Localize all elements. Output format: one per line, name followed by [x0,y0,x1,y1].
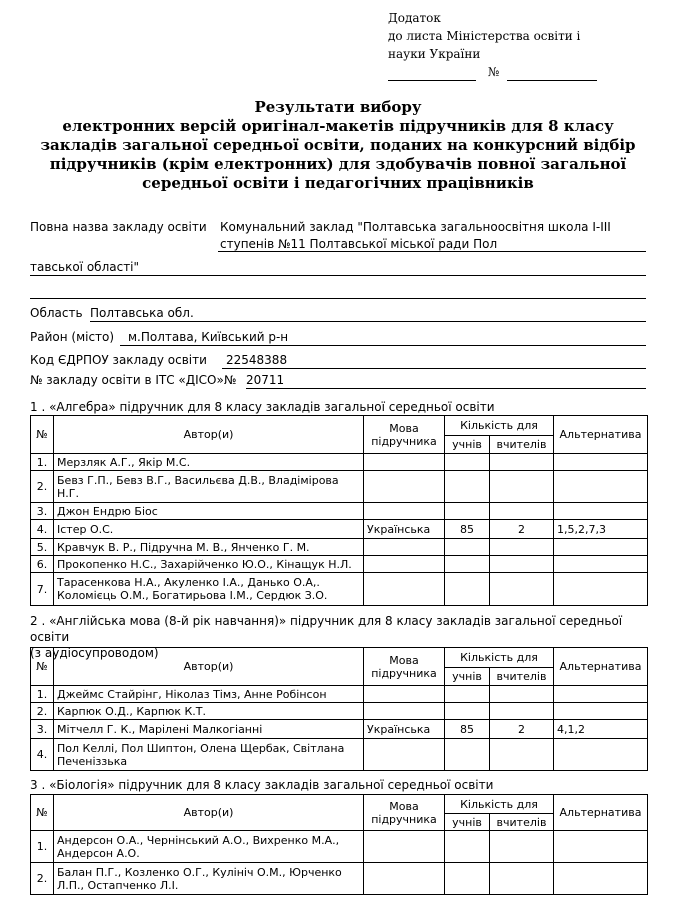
appendix-line-2: до листа Міністерства освіти і [388,29,581,43]
section-3-heading: 3 . «Біологія» підручник для 8 класу закладів загальної середньої освіти [30,778,494,792]
table-row: 7. Тарасенкова Н.А., Акуленко І.А., Данько О.А,. Коломієць О.М., Богатирьова І.М., Сердюк З.О. [31,573,648,606]
number-sign: № [487,65,500,79]
full-name-value-3: тавської області" [30,260,140,274]
header-author: Автор(и) [54,795,364,831]
table-row: 3. Джон Ендрю Біос [31,503,648,520]
its-value: 20711 [246,372,646,389]
title-line-4: підручників (крім електронних) для здобувачів повної загальної [49,155,627,173]
title-line-2: електронних версій оригінал-макетів підручників для 8 класу [62,117,614,135]
region-value: Полтавська обл. [90,305,646,322]
header-students: учнів [445,814,490,831]
underline [30,275,646,276]
header-lang: Мова підручника [364,648,445,686]
header-author: Автор(и) [54,648,364,686]
header-author: Автор(и) [54,416,364,454]
table-row: 4. Істер О.С. Українська 85 2 1,5,2,7,3 [31,520,648,539]
section-1-table [30,415,648,606]
table-row: 1. Мерзляк А.Г., Якір М.С. [31,454,648,471]
section-3-table [30,794,648,895]
appendix-signature-row [388,63,597,81]
table-row: 1. Джеймс Стайрінг, Ніколаз Тімз, Анне Робінсон [31,686,648,703]
header-lang: Мова підручника [364,795,445,831]
table-row: 2. Балан П.Г., Козленко О.Г., Кулініч О.М., Юрченко Л.П., Остапченко Л.І. [31,863,648,895]
full-name-value-2: ступенів №11 Полтавської міської ради Пол [220,237,498,251]
header-students: учнів [445,668,490,686]
appendix-line-1: Додаток [388,11,441,25]
header-teachers: вчителів [490,436,554,454]
section-2-table [30,647,648,771]
header-qty: Кількість для [445,416,554,436]
header-students: учнів [445,436,490,454]
table-row: 2. Бевз Г.П., Бевз В.Г., Васильєва Д.В., Владімірова Н.Г. [31,471,648,503]
header-alt: Альтернатива [554,416,648,454]
header-lang: Мова підручника [364,416,445,454]
section-1-heading: 1 . «Алгебра» підручник для 8 класу закладів загальної середньої освіти [30,400,495,414]
table-row: 6. Прокопенко Н.С., Захарійченко Ю.О., Кінащук Н.Л. [31,556,648,573]
number-blank [507,66,597,81]
table-row: 2. Карпюк О.Д., Карпюк К.Т. [31,703,648,720]
district-label: Район (місто) [30,330,115,344]
region-label: Область [30,306,83,320]
title-line-1: Результати вибору [254,98,422,116]
full-name-value-1: Комунальний заклад "Полтавська загальноосвітня школа І-ІІІ [220,220,611,234]
underline [30,298,646,299]
header-qty: Кількість для [445,795,554,814]
district-value: м.Полтава, Київський р-н [120,329,646,346]
table-row: 1. Андерсон О.А., Чернінський А.О., Вихренко М.А., Андерсон А.О. [31,831,648,863]
section-2-heading: 2 . «Англійська мова (8-й рік навчання)» підручник для 8 класу закладів загальної середньої освіти (з аудіосупроводом) [30,614,623,660]
edrpou-value: 22548388 [222,352,646,369]
header-qty: Кількість для [445,648,554,668]
appendix-block [388,9,597,81]
full-name-label: Повна назва закладу освіти [30,220,207,234]
header-num: № [31,648,54,686]
header-teachers: вчителів [490,668,554,686]
title-line-5: середньої освіти і педагогічних працівників [142,174,534,192]
title-line-3: закладів загальної середньої освіти, поданих на конкурсний відбір [40,136,636,154]
header-alt: Альтернатива [554,648,648,686]
date-blank [388,66,476,81]
header-num: № [31,416,54,454]
header-num: № [31,795,54,831]
header-teachers: вчителів [490,814,554,831]
header-alt: Альтернатива [554,795,648,831]
appendix-line-3: науки України [388,47,481,61]
table-row: 5. Кравчук В. Р., Підручна М. В., Янченко Г. М. [31,539,648,556]
document-title [0,98,676,193]
table-row: 4. Пол Келлі, Пол Шиптон, Олена Щербак, Світлана Печеніззька [31,739,648,771]
its-label: № закладу освіти в ІТС «ДІСО»№ [30,373,237,387]
edrpou-label: Код ЄДРПОУ закладу освіти [30,353,207,367]
table-row: 3. Мітчелл Г. К., Марілені Малкогіанні Українська 85 2 4,1,2 [31,720,648,739]
